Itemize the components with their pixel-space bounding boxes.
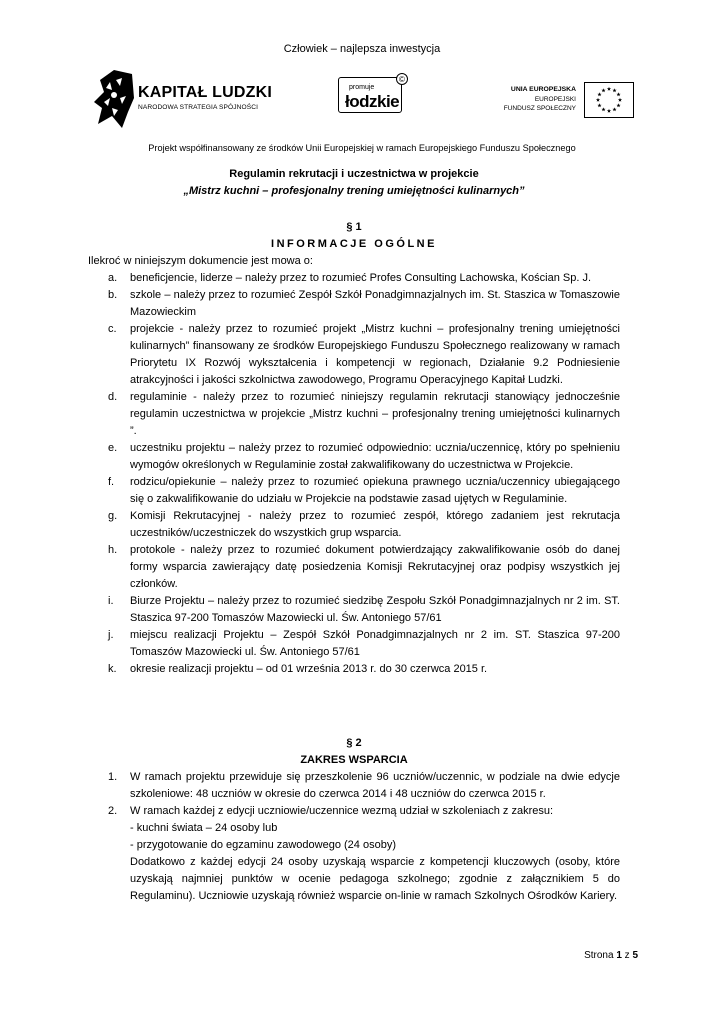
- list-text: W ramach każdej z edycji uczniowie/uczennice wezmą udział w szkoleniach z zakresu:: [130, 805, 554, 817]
- list-item: [88, 389, 620, 440]
- eu-logo: [498, 82, 638, 122]
- eu-star-icon: [597, 103, 601, 107]
- eu-star-icon: [612, 88, 616, 92]
- eu-star-icon: [612, 107, 616, 111]
- list-text: okresie realizacji projektu – od 01 września 2013 r. do 30 czerwca 2015 r.: [130, 663, 488, 675]
- list-text: regulaminie - należy przez to rozumieć niniejszy regulamin rekrutacji stanowiący jednocześnie regulamin uczestnictwa w projekcie „Mistrz kuchni – profesjonalny trening umiejętności kulinarnych ”.: [130, 391, 620, 437]
- list-item: [88, 542, 620, 593]
- eu-star-icon: [597, 92, 601, 96]
- slogan: Człowiek – najlepsza inwestycja: [283, 43, 441, 55]
- list-marker: 2.: [108, 805, 118, 817]
- eu-star-icon: [618, 98, 622, 102]
- list-item: [88, 803, 620, 820]
- list-marker: i.: [108, 595, 114, 607]
- eu-line-3: FUNDUSZ SPOŁECZNY: [503, 105, 576, 112]
- list-item: [88, 508, 620, 542]
- lodzkie-big-text: łodzkie: [345, 92, 400, 111]
- section2-heading: ZAKRES WSPARCIA: [300, 754, 408, 766]
- list-item: [88, 287, 620, 321]
- footer-of: z: [624, 950, 630, 961]
- list-item: [88, 270, 620, 287]
- list-item: [88, 661, 620, 678]
- section1-intro: Ilekroć w niniejszym dokumencie jest mowa o:: [88, 255, 313, 267]
- list-marker: a.: [108, 272, 118, 284]
- copyright-icon: ©: [396, 73, 408, 85]
- eu-line-1: UNIA EUROPEJSKA: [510, 86, 576, 93]
- list-text: protokole - należy przez to rozumieć dokument potwierdzający zakwalifikowanie osób do danej formy wsparcia zawierający datę posiedzenia Komisji Rekrutacyjnej oraz podpisy wszystkich jej członków.: [130, 544, 620, 590]
- lodzkie-small-text: promuje: [349, 84, 375, 91]
- list-marker: j.: [108, 629, 114, 641]
- eu-star-icon: [607, 87, 611, 91]
- list-text: beneficjencie, liderze – należy przez to rozumieć Profes Consulting Lachowska, Kościan Sp. J.: [130, 272, 592, 284]
- sub-line: - przygotowanie do egzaminu zawodowego (24 osoby): [130, 839, 396, 851]
- kapital-ludzki-title: KAPITAŁ LUDZKI: [138, 84, 273, 101]
- list-text: uczestniku projektu – należy przez to rozumieć odpowiednio: ucznia/uczennicę, który po spełnieniu wymogów określonych w Regulaminie został zakwalifikowany do uczestnictwa w Projekcie.: [130, 442, 620, 471]
- list-item: [88, 440, 620, 474]
- eu-line-2: EUROPEJSKI: [534, 96, 576, 103]
- eu-star-icon: [616, 103, 620, 107]
- list-text: rodzicu/opiekunie – należy przez to rozumieć opiekuna prawnego ucznia/uczennicy ubiegającego się o zakwalifikowanie do udziału w Projekcie na podstawie zasad ujętych w Regulaminie.: [130, 476, 620, 505]
- section1-number: § 1: [346, 221, 362, 233]
- list-text: miejscu realizacji Projektu – Zespół Szkół Ponadgimnazjalnych nr 2 im. ST. Staszica 97-200 Tomaszów Mazowiecki ul. Św. Antoniego 57/61: [130, 629, 620, 658]
- list-marker: b.: [108, 289, 118, 301]
- kapital-ludzki-subtitle: NARODOWA STRATEGIA SPÓJNOŚCI: [138, 104, 259, 111]
- section2-number: § 2: [346, 737, 362, 749]
- footer-total-pages: 5: [632, 950, 638, 961]
- list-marker: d.: [108, 391, 118, 403]
- page-footer: [584, 950, 638, 961]
- list-marker: f.: [108, 476, 115, 488]
- eu-flag-icon: [584, 82, 634, 118]
- list-marker: c.: [108, 323, 117, 335]
- list-item: [88, 321, 620, 389]
- lodzkie-logo: [338, 75, 408, 115]
- kapital-ludzki-emblem-icon: [92, 68, 136, 130]
- footer-current-page: 1: [616, 950, 622, 961]
- lodzkie-frame: [338, 77, 402, 113]
- list-marker: h.: [108, 544, 118, 556]
- list-item: [88, 769, 620, 803]
- kapital-ludzki-logo: [92, 68, 273, 130]
- list-marker: g.: [108, 510, 118, 522]
- sub-line: - kuchni świata – 24 osoby lub: [130, 822, 278, 834]
- list-text: Komisji Rekrutacyjnej - należy przez to rozumieć zespół, którego zadaniem jest rekrutacja uczestników/uczestniczek do wszystkich grup wsparcia.: [130, 510, 620, 539]
- footer-label: Strona: [584, 950, 614, 961]
- list-item: [88, 593, 620, 627]
- section2-closing: Dodatkowo z każdej edycji 24 osoby uzyskają wsparcie z kompetencji kluczowych (osoby, które uzyskają najmniej punktów w ocenie pedagoga szkolnego; zgodnie z załącznikiem 5 do Regulaminu). Uczniowie uzyskają również wsparcie on-linie w ramach Szkolnych Ośrodków Kariery.: [130, 856, 620, 902]
- eu-star-icon: [601, 107, 605, 111]
- list-marker: k.: [108, 663, 117, 675]
- eu-star-icon: [607, 109, 611, 113]
- eu-star-icon: [596, 98, 600, 102]
- section1-list: [88, 270, 620, 678]
- list-marker: e.: [108, 442, 118, 454]
- eu-star-icon: [616, 92, 620, 96]
- list-text: projekcie - należy przez to rozumieć projekt „Mistrz kuchni – profesjonalny trening umiejętności kulinarnych” finansowany ze środków Europejskiego Funduszu Społecznego realizowany w ramach Priorytetu IX Rozwój wykształcenia i kompetencji w regionach, Działanie 9.2 Podniesienie atrakcyjności i jakości szkolnictwa zawodowego, Programu Operacyjnego Kapitał Ludzki.: [130, 323, 620, 386]
- list-text: szkole – należy przez to rozumieć Zespół Szkół Ponadgimnazjalnych im. St. Staszica w Tomaszowie Mazowieckim: [130, 289, 620, 318]
- cofinance-note: Projekt współfinansowany ze środków Unii Europejskiej w ramach Europejskiego Funduszu Społecznego: [148, 143, 576, 153]
- list-marker: 1.: [108, 771, 118, 783]
- list-text: W ramach projektu przewiduje się przeszkolenie 96 uczniów/uczennic, w podziale na dwie edycje szkoleniowe: 48 uczniów w okresie do czerwca 2014 i 48 uczniów do czerwca 2015 r.: [130, 771, 620, 800]
- list-text: Biurze Projektu – należy przez to rozumieć siedzibę Zespołu Szkół Ponadgimnazjalnych nr 2 im. ST. Staszica 97-200 Tomaszów Mazowiecki ul. Św. Antoniego 57/61: [130, 595, 620, 624]
- section1-heading: INFORMACJE OGÓLNE: [271, 238, 437, 250]
- section2-list: [88, 769, 620, 905]
- eu-star-icon: [601, 88, 605, 92]
- regulation-title: Regulamin rekrutacji i uczestnictwa w projekcie: [229, 168, 479, 180]
- project-title: „Mistrz kuchni – profesjonalny trening umiejętności kulinarnych”: [183, 185, 525, 197]
- list-item: [88, 474, 620, 508]
- list-item: [88, 627, 620, 661]
